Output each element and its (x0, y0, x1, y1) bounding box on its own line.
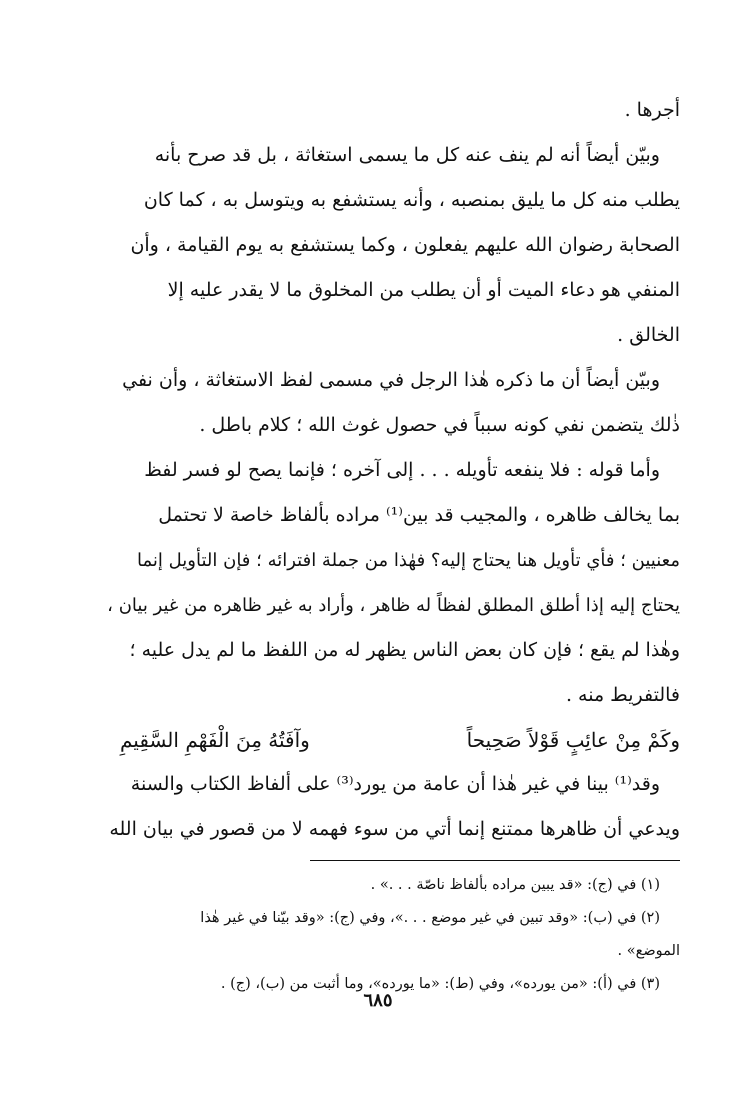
text-line: وقد⁽¹⁾ بينا في غير هٰذا أن عامة من يورد⁽³⁾ على ألفاظ الكتاب والسنة (130, 773, 660, 795)
text-line: وبيّن أيضاً أن ما ذكره هٰذا الرجل في مسمى لفظ الاستغاثة ، وأن نفي (122, 369, 660, 391)
verse-second-hemistich: وآفَتُهُ مِنَ الْفَهْمِ السَّقِيمِ (120, 728, 310, 752)
footnote: (٣) في (أ): «من يورده»، وفي (ط): «ما يورده»، وما أثبت من (ب)، (ج) . (220, 976, 660, 992)
text-line: معنيين ؛ فأي تأويل هنا يحتاج إليه؟ فهٰذا من جملة افترائه ؛ فإن التأويل إنما (137, 550, 680, 571)
text-line: فالتفريط منه . (565, 684, 680, 706)
text-line: وبيّن أيضاً أنه لم ينف عنه كل ما يسمى استغاثة ، بل قد صرح بأنه (154, 144, 660, 166)
text-line: بما يخالف ظاهره ، والمجيب قد بين⁽¹⁾ مراده بألفاظ خاصة لا تحتمل (158, 504, 680, 526)
text-line: ذٰلك يتضمن نفي كونه سبباً في حصول غوث الله ؛ كلام باطل . (199, 414, 680, 436)
footnote: (١) في (ج): «قد يبين مراده بألفاظ ناصّة . . .» . (370, 877, 660, 893)
text-line: يطلب منه كل ما يليق بمنصبه ، وأنه يستشفع به ويتوسل به ، كما كان (143, 189, 680, 211)
verse-first-hemistich: وكَمْ مِنْ عائِبٍ قَوْلاً صَحِيحاً (466, 728, 680, 752)
text-line: ويدعي أن ظاهرها ممتنع إنما أتي من سوء فهمه لا من قصور في بيان الله (109, 818, 680, 840)
text-line: الخالق . (617, 324, 680, 346)
page-number: ٦٨٥ (363, 990, 393, 1011)
text-line: المنفي هو دعاء الميت أو أن يطلب من المخلوق ما لا يقدر عليه إلا (167, 279, 680, 301)
main-text-continued (60, 762, 680, 852)
text-line: الصحابة رضوان الله عليهم يفعلون ، وكما يستشفع به يوم القيامة ، وأن (130, 234, 680, 256)
text-line: وهٰذا لم يقع ؛ فإن كان بعض الناس يظهر له من اللفظ ما لم يدل عليه ؛ (129, 639, 680, 661)
footnote: (٢) في (ب): «وقد تبين في غير موضع . . .»، وفي (ج): «وقد بيّنا في غير هٰذا (200, 910, 660, 926)
text-line: يحتاج إليه إذا أطلق المطلق لفظاً له ظاهر ، وأراد به غير ظاهره من غير بيان ، (107, 595, 680, 616)
poetry-verse (120, 718, 680, 762)
footnote: الموضع» . (617, 943, 680, 959)
main-text (60, 88, 680, 718)
book-page (60, 88, 680, 1001)
footnote-divider (310, 860, 680, 861)
text-line: وأما قوله : فلا ينفعه تأويله . . . إلى آخره ؛ فإنما يصح لو فسر لفظ (144, 459, 660, 481)
text-line: أجرها . (624, 99, 680, 121)
footnotes (60, 869, 680, 1001)
